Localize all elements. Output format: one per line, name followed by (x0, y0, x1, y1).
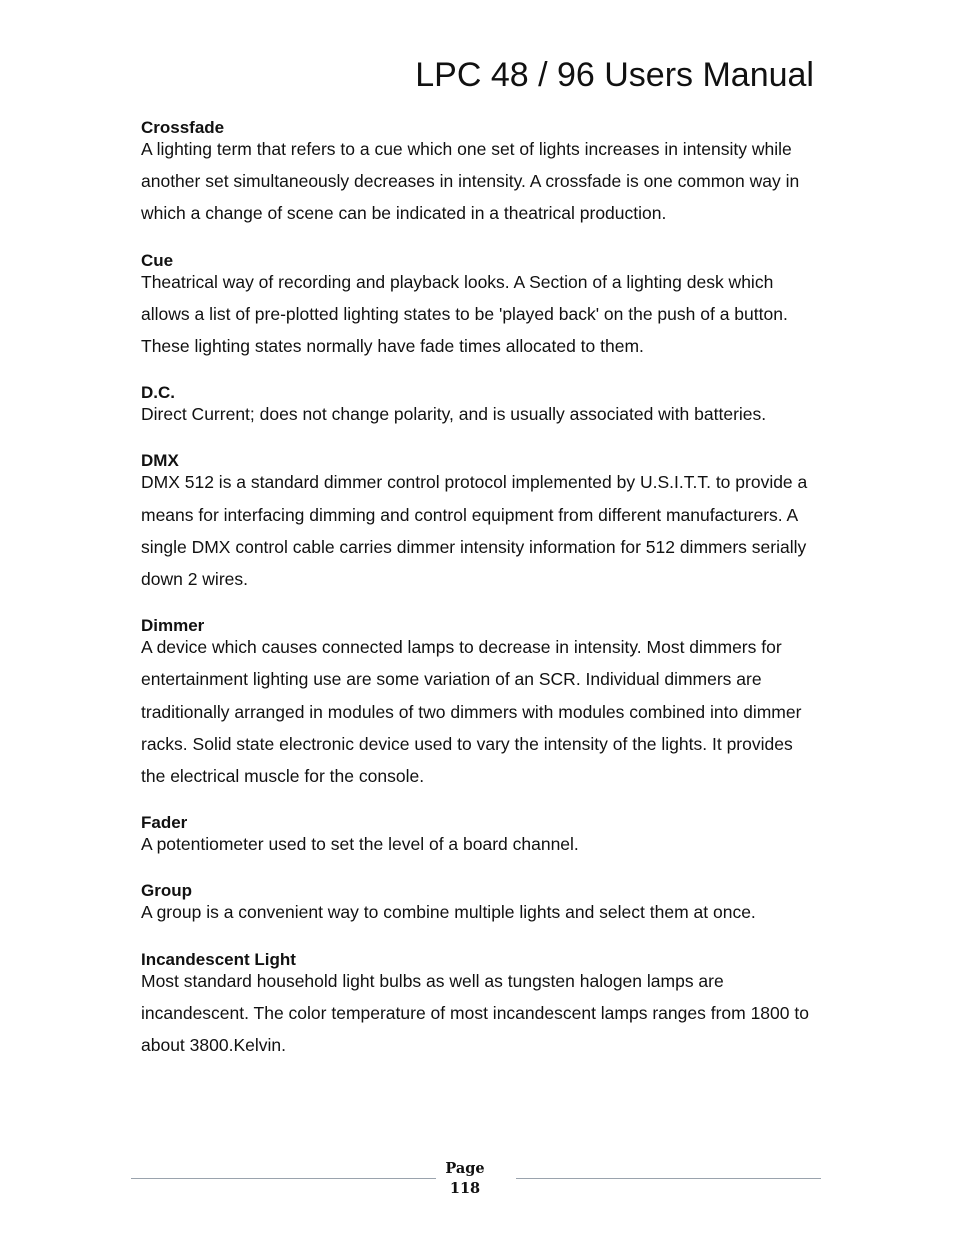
glossary-definition: DMX 512 is a standard dimmer control protocol implemented by U.S.I.T.T. to provide a means for interfacing dimming and control equipment from different manufacturers. A single DMX control cable carries dimmer intensity information for 512 dimmers serially down 2 wires. (141, 472, 808, 590)
glossary-entry-dc (141, 382, 821, 430)
glossary-entry-cue (141, 250, 821, 363)
glossary-entry-crossfade (141, 117, 821, 230)
page-footer (0, 1159, 954, 1203)
glossary-entry-dimmer (141, 615, 821, 792)
glossary-entry-fader (141, 812, 821, 860)
glossary-entry-group (141, 880, 821, 928)
glossary-term: Dimmer (141, 616, 205, 636)
glossary-term: Cue (141, 250, 174, 270)
glossary-term: Fader (141, 813, 188, 833)
glossary-entry-incandescent-light (141, 949, 821, 1062)
glossary-list (141, 117, 821, 1081)
glossary-definition: A potentiometer used to set the level of a board channel. (141, 834, 579, 855)
glossary-definition: Theatrical way of recording and playback looks. A Section of a lighting desk which allows a list of pre-plotted lighting states to be 'played back' on the push of a button. These lighting states normally have fade times allocated to them. (141, 271, 788, 357)
page-word: Page (445, 1160, 485, 1177)
glossary-term: D.C. (141, 383, 175, 403)
glossary-definition: A group is a convenient way to combine multiple lights and select them at once. (141, 902, 756, 923)
glossary-definition: Most standard household light bulbs as well as tungsten halogen lamps are incandescent. The color temperature of most incandescent lamps ranges from 1800 to about 3800.Kelvin. (141, 970, 809, 1056)
glossary-definition: A device which causes connected lamps to decrease in intensity. Most dimmers for entertainment lighting use are some variation of an SCR. Individual dimmers are traditionally arranged in modules of two dimmers with modules combined into dimmer racks. Solid state electronic device used to vary the intensity of the lights. It provides the electrical muscle for the console. (141, 637, 802, 787)
glossary-definition: A lighting term that refers to a cue which one set of lights increases in intensity while another set simultaneously decreases in intensity. A crossfade is one common way in which a change of scene can be indicated in a theatrical production. (141, 139, 800, 224)
glossary-definition: Direct Current; does not change polarity, and is usually associated with batteries. (141, 404, 767, 425)
glossary-term: Crossfade (141, 118, 225, 137)
footer-divider-right (516, 1178, 821, 1179)
page-number: 118 (449, 1180, 481, 1197)
page-title: LPC 48 / 96 Users Manual (415, 56, 814, 94)
footer-divider-left (131, 1178, 436, 1179)
page-number-label (437, 1159, 493, 1199)
glossary-term: Incandescent Light (141, 949, 296, 969)
glossary-term: DMX (141, 451, 179, 471)
glossary-term: Group (141, 881, 192, 901)
glossary-entry-dmx (141, 450, 821, 595)
